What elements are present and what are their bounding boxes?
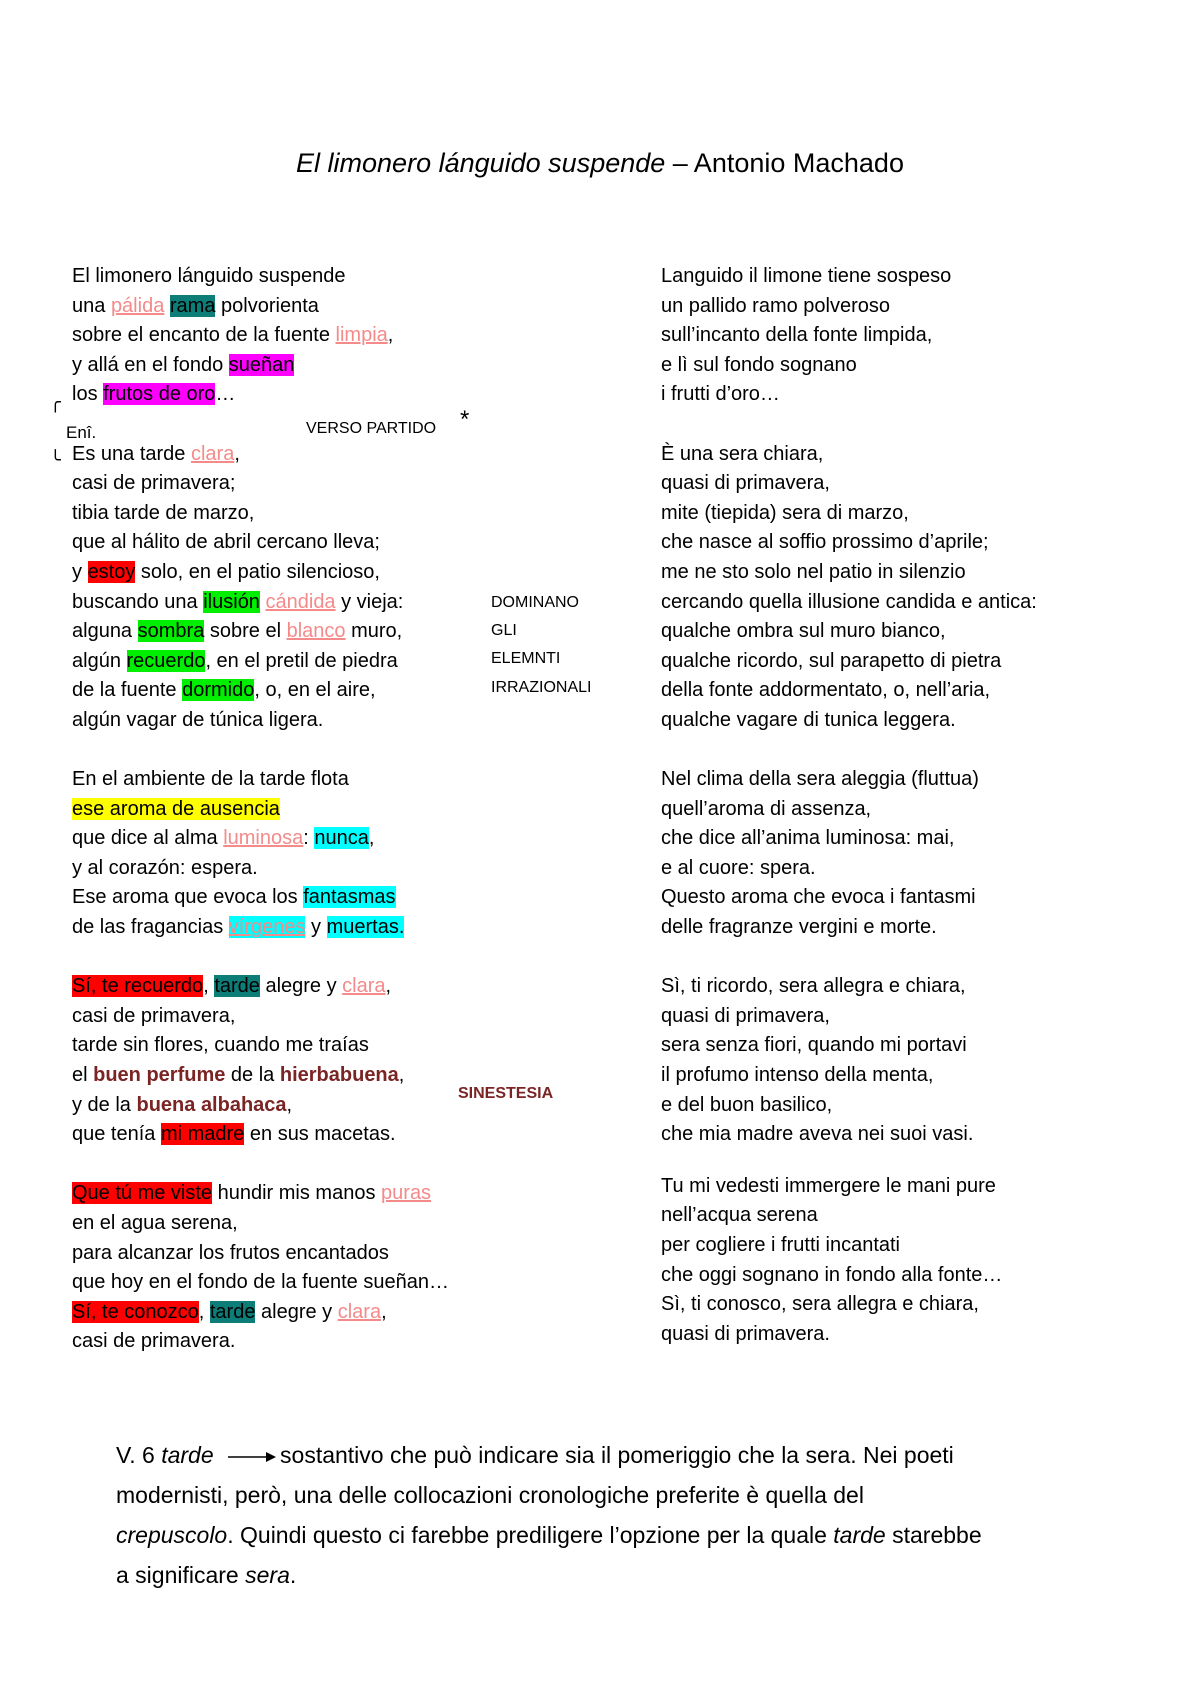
it-line: delle fragranze vergini e morte. [661,916,937,939]
it-line: che mia madre aveva nei suoi vasi. [661,1123,974,1146]
it-line: un pallido ramo polveroso [661,294,891,317]
es-line: casi de primavera, [72,1004,236,1027]
es-line: que hoy en el fondo de la fuente sueñan… [72,1271,449,1294]
es-line: Sí, te recuerdo, tarde alegre y clara, [72,975,392,998]
es-line: una pálida rama polvorienta [72,294,319,317]
it-line: me ne sto solo nel patio in silenzio [661,560,966,583]
es-line: casi de primavera. [72,1330,236,1353]
it-line: qualche vagare di tunica leggera. [661,708,956,731]
it-line: Sì, ti ricordo, sera allegra e chiara, [661,975,966,998]
it-line: qualche ombra sul muro bianco, [661,620,946,643]
title-italic: El limonero lánguido suspende [296,148,666,178]
es-line: para alcanzar los frutos encantados [72,1241,389,1264]
it-line: nell’acqua serena [661,1204,818,1227]
es-line: que dice al alma luminosa: nunca, [72,827,375,850]
it-line: e lì sul fondo sognano [661,353,857,376]
es-line: que al hálito de abril cercano lleva; [72,531,380,554]
it-line: Questo aroma che evoca i fantasmi [661,886,976,909]
title-author: – Antonio Machado [665,148,904,178]
annotation-dominano-4: IRRAZIONALI [491,679,592,696]
it-line: cercando quella illusione candida e antica: [661,590,1037,613]
commentary-note [116,1435,1116,1595]
it-line: Languido il limone tiene sospeso [661,265,952,287]
it-line: che oggi sognano in fondo alla fonte… [661,1263,1003,1286]
es-line: los frutos de oro… [72,383,236,406]
es-line: y allá en el fondo sueñan [72,353,295,376]
annotation-verso-partido: VERSO PARTIDO [306,420,437,437]
it-line: qualche ricordo, sul parapetto di pietra [661,649,1002,672]
it-line: sera senza fiori, quando mi portavi [661,1034,967,1057]
note-line-3: crepuscolo. Quindi questo ci farebbe prediligere l’opzione per la quale tarde starebbe [116,1522,982,1548]
it-line: i frutti d’oro… [661,383,780,406]
arrow-right-icon [228,1449,278,1465]
note-line-4: a significare sera. [116,1562,297,1588]
italian-translation [661,262,1037,1349]
es-line: Que tú me viste hundir mis manos puras [72,1182,432,1205]
it-line: È una sera chiara, [661,442,824,465]
it-line: quasi di primavera. [661,1322,830,1345]
annotation-dominano-1: DOMINANO [491,594,579,611]
annotation-dominano-3: ELEMNTI [491,650,561,667]
es-line: el buen perfume de la hierbabuena, [72,1064,405,1087]
annotation-asterisk: * [460,406,470,433]
spanish-poem [72,262,449,1357]
es-line: y al corazón: espera. [72,856,258,879]
it-line: quasi di primavera, [661,1004,830,1027]
es-line: ese aroma de ausencia [72,797,280,820]
es-line: sobre el encanto de la fuente limpia, [72,324,394,347]
it-line: il profumo intenso della menta, [661,1064,934,1087]
es-line: que tenía mi madre en sus macetas. [72,1123,396,1146]
it-line: che dice all’anima luminosa: mai, [661,827,955,850]
it-line: Nel clima della sera aleggia (fluttua) [661,768,979,791]
annotation-sinestesia: SINESTESIA [458,1085,554,1102]
es-line: de las fragancias vírgenes y muertas. [72,916,405,939]
bracket-mark-bottom: ╰ [50,450,61,470]
es-line: en el agua serena, [72,1212,238,1234]
es-line: En el ambiente de la tarde flota [72,768,349,791]
it-line: della fonte addormentato, o, nell’aria, [661,679,991,702]
es-line: alguna sombra sobre el blanco muro, [72,620,403,643]
it-line: quell’aroma di assenza, [661,797,872,820]
it-line: Tu mi vedesti immergere le mani pure [661,1174,996,1197]
it-line: mite (tiepida) sera di marzo, [661,501,909,524]
it-line: per cogliere i frutti incantati [661,1234,901,1256]
note-line-2: modernisti, però, una delle collocazioni cronologiche preferite è quella del [116,1482,864,1508]
es-line: tarde sin flores, cuando me traías [72,1034,369,1057]
es-line: algún recuerdo, en el pretil de piedra [72,649,398,672]
it-line: e del buon basilico, [661,1093,833,1116]
annotation-eni: Enî. [66,423,97,442]
es-line: buscando una ilusión cándida y vieja: [72,590,404,613]
it-line: Sì, ti conosco, sera allegra e chiara, [661,1293,979,1316]
it-line: e al cuore: spera. [661,856,816,879]
es-line: Es una tarde clara, [72,442,240,465]
it-line: sull’incanto della fonte limpida, [661,324,933,347]
es-line: Ese aroma que evoca los fantasmas [72,886,396,909]
es-line: y estoy solo, en el patio silencioso, [72,560,380,583]
es-line: casi de primavera; [72,472,236,495]
bracket-mark-top: ╭ [50,392,61,412]
page-title [0,148,1200,179]
es-line: Sí, te conozco, tarde alegre y clara, [72,1300,387,1323]
es-line: algún vagar de túnica ligera. [72,708,324,731]
it-line: che nasce al soffio prossimo d’aprile; [661,531,989,554]
es-line: El limonero lánguido suspende [72,265,346,287]
note-line-1: V. 6 tarde sostantivo che può indicare sia il pomeriggio che la sera. Nei poeti [116,1442,954,1468]
it-line: quasi di primavera, [661,472,830,495]
es-line: tibia tarde de marzo, [72,501,255,524]
es-line: de la fuente dormido, o, en el aire, [72,679,376,702]
es-line: y de la buena albahaca, [72,1093,293,1116]
annotation-dominano-2: GLI [491,622,517,639]
